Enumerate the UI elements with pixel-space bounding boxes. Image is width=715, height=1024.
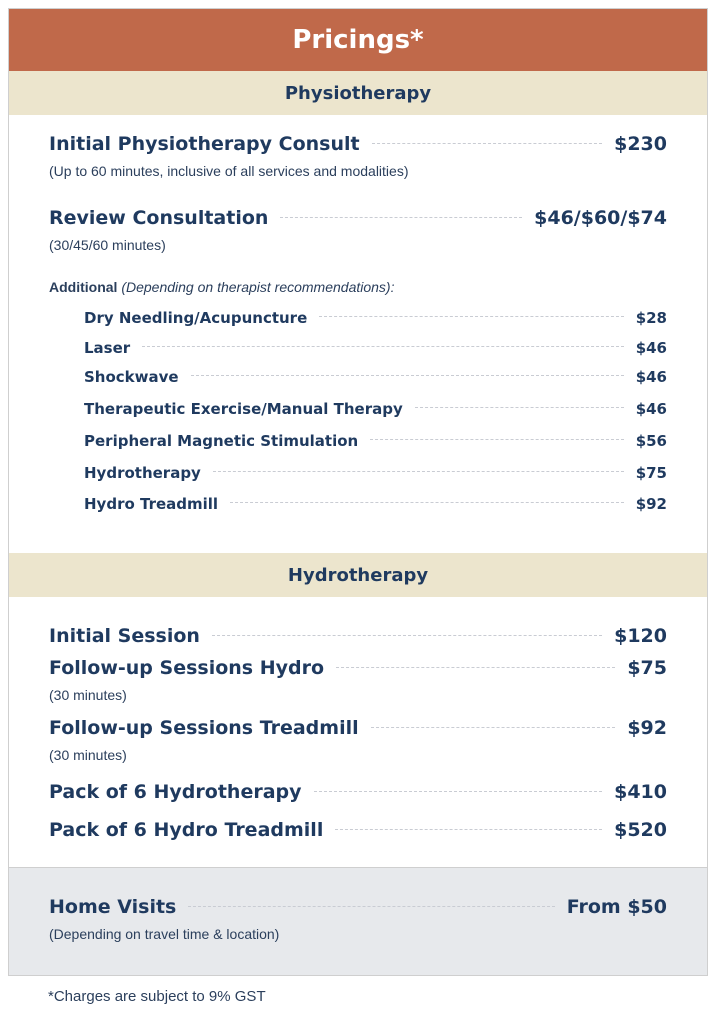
item-note: (30/45/60 minutes) <box>49 237 166 253</box>
price-row-dry-needling <box>84 309 667 339</box>
dotted-leader <box>212 635 602 636</box>
item-note: (30 minutes) <box>49 687 127 703</box>
home-visits-section <box>9 867 707 975</box>
dotted-leader <box>230 502 624 503</box>
dotted-leader <box>336 667 615 668</box>
price-row-pack-hydro-treadmill <box>49 819 667 841</box>
item-label: Follow-up Sessions Hydro <box>49 657 325 679</box>
item-label: Review Consultation <box>49 207 269 229</box>
item-label: Hydrotherapy <box>84 464 201 482</box>
price-row-laser <box>84 339 667 368</box>
additional-note: (Depending on therapist recommendations): <box>121 279 395 295</box>
item-label: Hydro Treadmill <box>84 495 219 513</box>
dotted-leader <box>280 217 522 218</box>
gst-footnote: *Charges are subject to 9% GST <box>48 988 266 1005</box>
page-title: Pricings* <box>9 9 707 71</box>
dotted-leader <box>372 143 603 144</box>
item-label: Initial Session <box>49 625 200 647</box>
item-label: Therapeutic Exercise/Manual Therapy <box>84 400 403 418</box>
additional-heading <box>49 279 667 295</box>
item-price: $46 <box>635 400 667 418</box>
section-heading-physiotherapy: Physiotherapy <box>9 71 707 115</box>
price-row-therapeutic-exercise <box>84 400 667 432</box>
item-label: Shockwave <box>84 368 179 386</box>
item-label: Follow-up Sessions Treadmill <box>49 717 359 739</box>
dotted-leader <box>371 727 616 728</box>
item-label: Initial Physiotherapy Consult <box>49 133 360 155</box>
dotted-leader <box>370 439 623 440</box>
price-row-home-visits <box>49 896 667 918</box>
price-row-follow-up-treadmill <box>49 717 667 739</box>
item-label: Pack of 6 Hydro Treadmill <box>49 819 324 841</box>
hydrotherapy-section <box>9 597 707 841</box>
item-note: (30 minutes) <box>49 747 127 763</box>
item-price: $230 <box>614 133 667 155</box>
dotted-leader <box>213 471 624 472</box>
price-row-initial-consult <box>49 133 667 155</box>
dotted-leader <box>188 906 554 907</box>
price-row-peripheral-magnetic <box>84 432 667 464</box>
item-price: $46 <box>635 368 667 386</box>
section-heading-hydrotherapy: Hydrotherapy <box>9 553 707 597</box>
item-price: $46/$60/$74 <box>534 207 667 229</box>
item-price: $410 <box>614 781 667 803</box>
dotted-leader <box>319 316 623 317</box>
price-row-pack-hydrotherapy <box>49 781 667 803</box>
price-row-hydrotherapy-addon <box>84 464 667 495</box>
item-price: $75 <box>627 657 667 679</box>
pricing-card <box>8 8 708 976</box>
item-price: $46 <box>635 339 667 357</box>
item-label: Dry Needling/Acupuncture <box>84 309 308 327</box>
item-price: $28 <box>635 309 667 327</box>
price-row-shockwave <box>84 368 667 400</box>
dotted-leader <box>314 791 603 792</box>
item-note: (Up to 60 minutes, inclusive of all services and modalities) <box>49 163 409 179</box>
item-price: From $50 <box>566 896 667 918</box>
item-label: Pack of 6 Hydrotherapy <box>49 781 302 803</box>
physiotherapy-section <box>9 115 707 553</box>
dotted-leader <box>191 375 624 376</box>
item-label: Laser <box>84 339 131 357</box>
price-row-initial-session <box>49 625 667 647</box>
item-price: $56 <box>635 432 667 450</box>
item-price: $520 <box>614 819 667 841</box>
item-price: $92 <box>635 495 667 513</box>
item-label: Peripheral Magnetic Stimulation <box>84 432 359 450</box>
additional-label: Additional <box>49 279 118 295</box>
dotted-leader <box>415 407 624 408</box>
dotted-leader <box>335 829 602 830</box>
item-note: (Depending on travel time & location) <box>49 926 280 942</box>
item-price: $75 <box>635 464 667 482</box>
item-label: Home Visits <box>49 896 177 918</box>
price-row-follow-up-hydro <box>49 657 667 679</box>
item-price: $120 <box>614 625 667 647</box>
price-row-hydro-treadmill-addon <box>84 495 667 525</box>
dotted-leader <box>142 346 624 347</box>
item-price: $92 <box>627 717 667 739</box>
price-row-review-consultation <box>49 207 667 229</box>
